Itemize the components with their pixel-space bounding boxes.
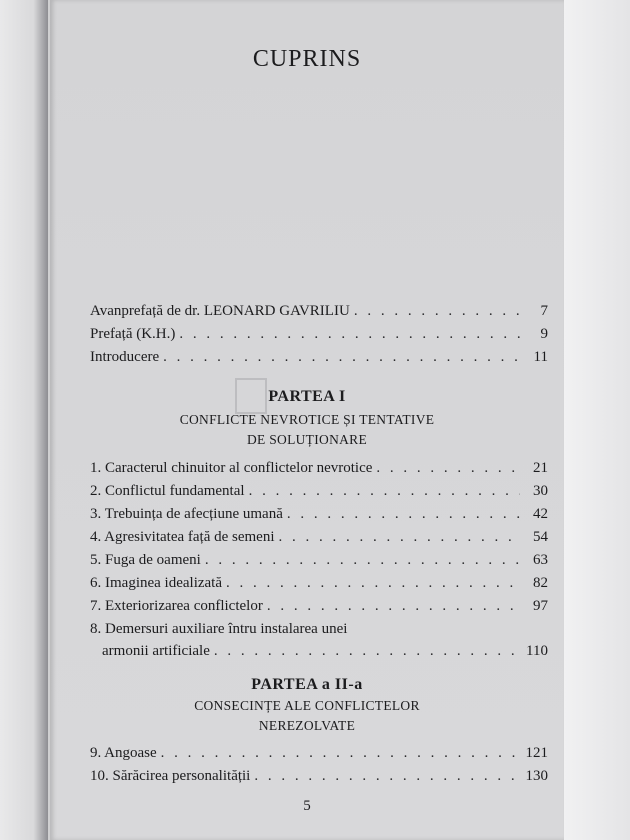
leader-dots [287, 503, 520, 526]
leader-dots [179, 323, 520, 346]
leader-dots [226, 572, 520, 595]
front-matter-list [90, 300, 548, 369]
part2-chapter-list [90, 742, 548, 788]
leader-dots [354, 300, 520, 323]
background-left-edge [0, 0, 48, 840]
toc-entry-wrapped-line1: 8. Demersuri auxiliare întru instalarea unei [90, 621, 348, 637]
toc-entry: 2. Conflictul fundamental . . . 30 [90, 480, 548, 503]
toc-entry: 9. Angoase . . . 121 [90, 742, 548, 765]
leader-dots [161, 742, 520, 765]
part1-subtitle-line1: CONFLICTE NEVROTICE ȘI TENTATIVE [179, 412, 435, 427]
toc-entry: 3. Trebuința de afecțiune umană . . . 42 [90, 503, 548, 526]
leader-dots [214, 640, 520, 663]
toc-entry: Avanprefață de dr. LEONARD GAVRILIU . . . 7 [90, 300, 548, 323]
toc-entry: 1. Caracterul chinuitor al conflictelor nevrotice . . . 21 [90, 457, 548, 480]
leader-dots [249, 480, 520, 503]
toc-entry: Introducere . . . 11 [90, 346, 548, 369]
toc-entry: Prefață (K.H.) . . . 9 [90, 323, 548, 346]
part1-chapter-list [90, 457, 548, 663]
toc-entry: 5. Fuga de oameni . . . 63 [90, 549, 548, 572]
leader-dots [279, 526, 520, 549]
part1-heading: PARTEA I [268, 388, 346, 405]
book-page [50, 0, 564, 840]
toc-entry: 4. Agresivitatea față de semeni . . . 54 [90, 526, 548, 549]
page-title: CUPRINS [252, 46, 362, 72]
leader-dots [376, 457, 520, 480]
part1-subtitle-line2: DE SOLUȚIONARE [246, 432, 368, 447]
leader-dots [267, 595, 520, 618]
leader-dots [205, 549, 520, 572]
toc-entry: 7. Exteriorizarea conflictelor . . . 97 [90, 595, 548, 618]
part2-subtitle-line1: CONSECINȚE ALE CONFLICTELOR [194, 698, 420, 713]
background-right-edge [564, 0, 630, 840]
leader-dots [163, 346, 520, 369]
leader-dots [254, 765, 520, 788]
toc-entry: 10. Sărăcirea personalității . . . 130 [90, 765, 548, 788]
toc-entry: 6. Imaginea idealizată . . . 82 [90, 572, 548, 595]
page-number: 5 [303, 798, 311, 814]
part2-heading: PARTEA a II-a [251, 676, 363, 693]
part2-subtitle-line2: NEREZOLVATE [258, 718, 356, 733]
toc-entry: armonii artificiale . . . 110 [90, 640, 548, 663]
